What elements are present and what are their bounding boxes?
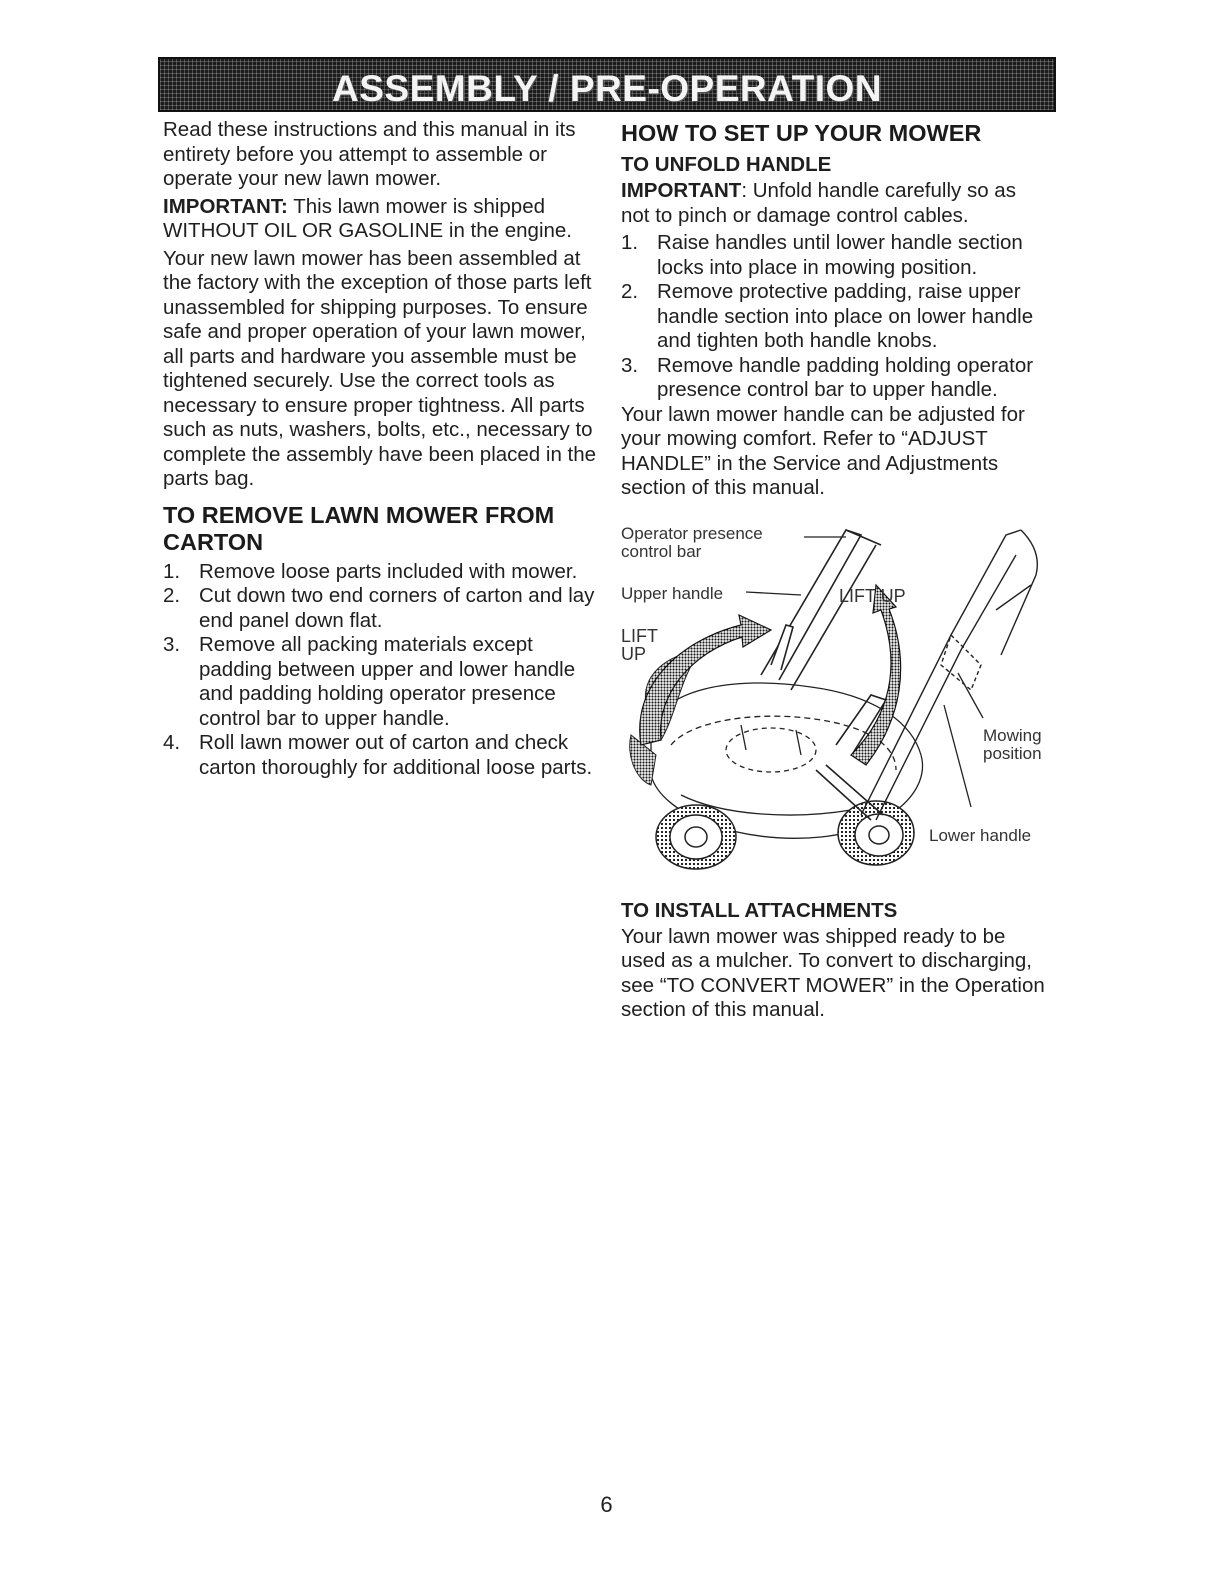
list-item <box>163 560 601 585</box>
important-label: IMPORTANT: <box>163 194 288 218</box>
unfold-heading: TO UNFOLD HANDLE <box>621 153 832 176</box>
section-banner <box>158 57 1056 112</box>
adjust-paragraph: Your lawn mower handle can be adjusted for your mowing comfort. Refer to “ADJUST HANDLE” in the Service and Adjustments section of this manual. <box>621 402 1025 499</box>
important-note <box>163 195 601 244</box>
step-number: 3. <box>621 353 639 377</box>
label-lift-up-left: LIFT UP <box>621 625 658 664</box>
mower-handle-figure <box>621 515 1061 885</box>
step-text: Remove handle padding holding operator presence control bar to upper handle. <box>657 353 1034 401</box>
step-number: 2. <box>621 280 639 303</box>
step-text: Remove loose parts included with mower. <box>199 559 578 583</box>
important-text: : Unfold handle carefully so as not to pinch or damage control cables. <box>621 179 1016 227</box>
step-number: 3. <box>163 633 181 656</box>
list-item <box>621 280 1046 354</box>
list-item <box>621 231 1046 280</box>
setup-heading: HOW TO SET UP YOUR MOWER <box>621 120 982 146</box>
label-operator-presence: Operator presence control bar <box>621 523 763 561</box>
step-number: 4. <box>163 731 181 754</box>
remove-heading: TO REMOVE LAWN MOWER FROM CARTON <box>163 501 555 555</box>
step-text: Remove all packing materials except padding between upper and lower handle and padding holding operator presence control bar to upper handle. <box>199 633 576 730</box>
important-note <box>621 179 1046 228</box>
label-lower-handle: Lower handle <box>929 825 1032 845</box>
step-text: Remove protective padding, raise upper handle section into place on lower handle and tighten both handle knobs. <box>657 280 1034 352</box>
attach-heading: TO INSTALL ATTACHMENTS <box>621 898 898 922</box>
label-upper-handle: Upper handle <box>621 583 724 603</box>
attach-paragraph: Your lawn mower was shipped ready to be used as a mulcher. To convert to discharging, see “TO CONVERT MOWER” in the Operation section of this manual. <box>621 924 1045 1021</box>
step-number: 2. <box>163 584 181 607</box>
step-text: Raise handles until lower handle section locks into place in mowing position. <box>657 231 1023 279</box>
step-text: Roll lawn mower out of carton and check carton thoroughly for additional loose parts. <box>199 731 593 779</box>
step-number: 1. <box>163 559 181 583</box>
right-column <box>621 118 1046 1026</box>
step-text: Cut down two end corners of carton and lay end panel down flat. <box>199 584 595 632</box>
intro-paragraph: Read these instructions and this manual in its entirety before you attempt to assemble or operate your new lawn mower. <box>163 118 576 190</box>
important-label: IMPORTANT <box>621 179 742 202</box>
page-number: 6 <box>600 1492 613 1517</box>
label-lift-up-center: LIFT UP <box>839 585 906 606</box>
important-text: This lawn mower is shipped WITHOUT OIL OR GASOLINE in the engine. <box>163 194 572 242</box>
list-item <box>163 584 601 633</box>
list-item <box>163 633 601 731</box>
unfold-steps-list <box>621 231 1046 403</box>
banner-title: ASSEMBLY / PRE-OPERATION <box>332 68 882 109</box>
assembly-paragraph: Your new lawn mower has been assembled at the factory with the exception of those parts left unassembled for shipping purposes. To ensure safe and proper operation of your lawn mower, all parts and hardware you assemble must be tightened securely. Use the correct tools as necessary to ensure proper tightness. All parts such as nuts, washers, bolts, etc., necessary to complete the assembly have been placed in the parts bag. <box>163 246 597 490</box>
left-column <box>163 118 601 780</box>
remove-steps-list <box>163 560 601 781</box>
label-mowing-position: Mowing position <box>983 725 1042 763</box>
step-number: 1. <box>621 231 639 254</box>
list-item <box>163 731 601 780</box>
list-item <box>621 354 1046 403</box>
